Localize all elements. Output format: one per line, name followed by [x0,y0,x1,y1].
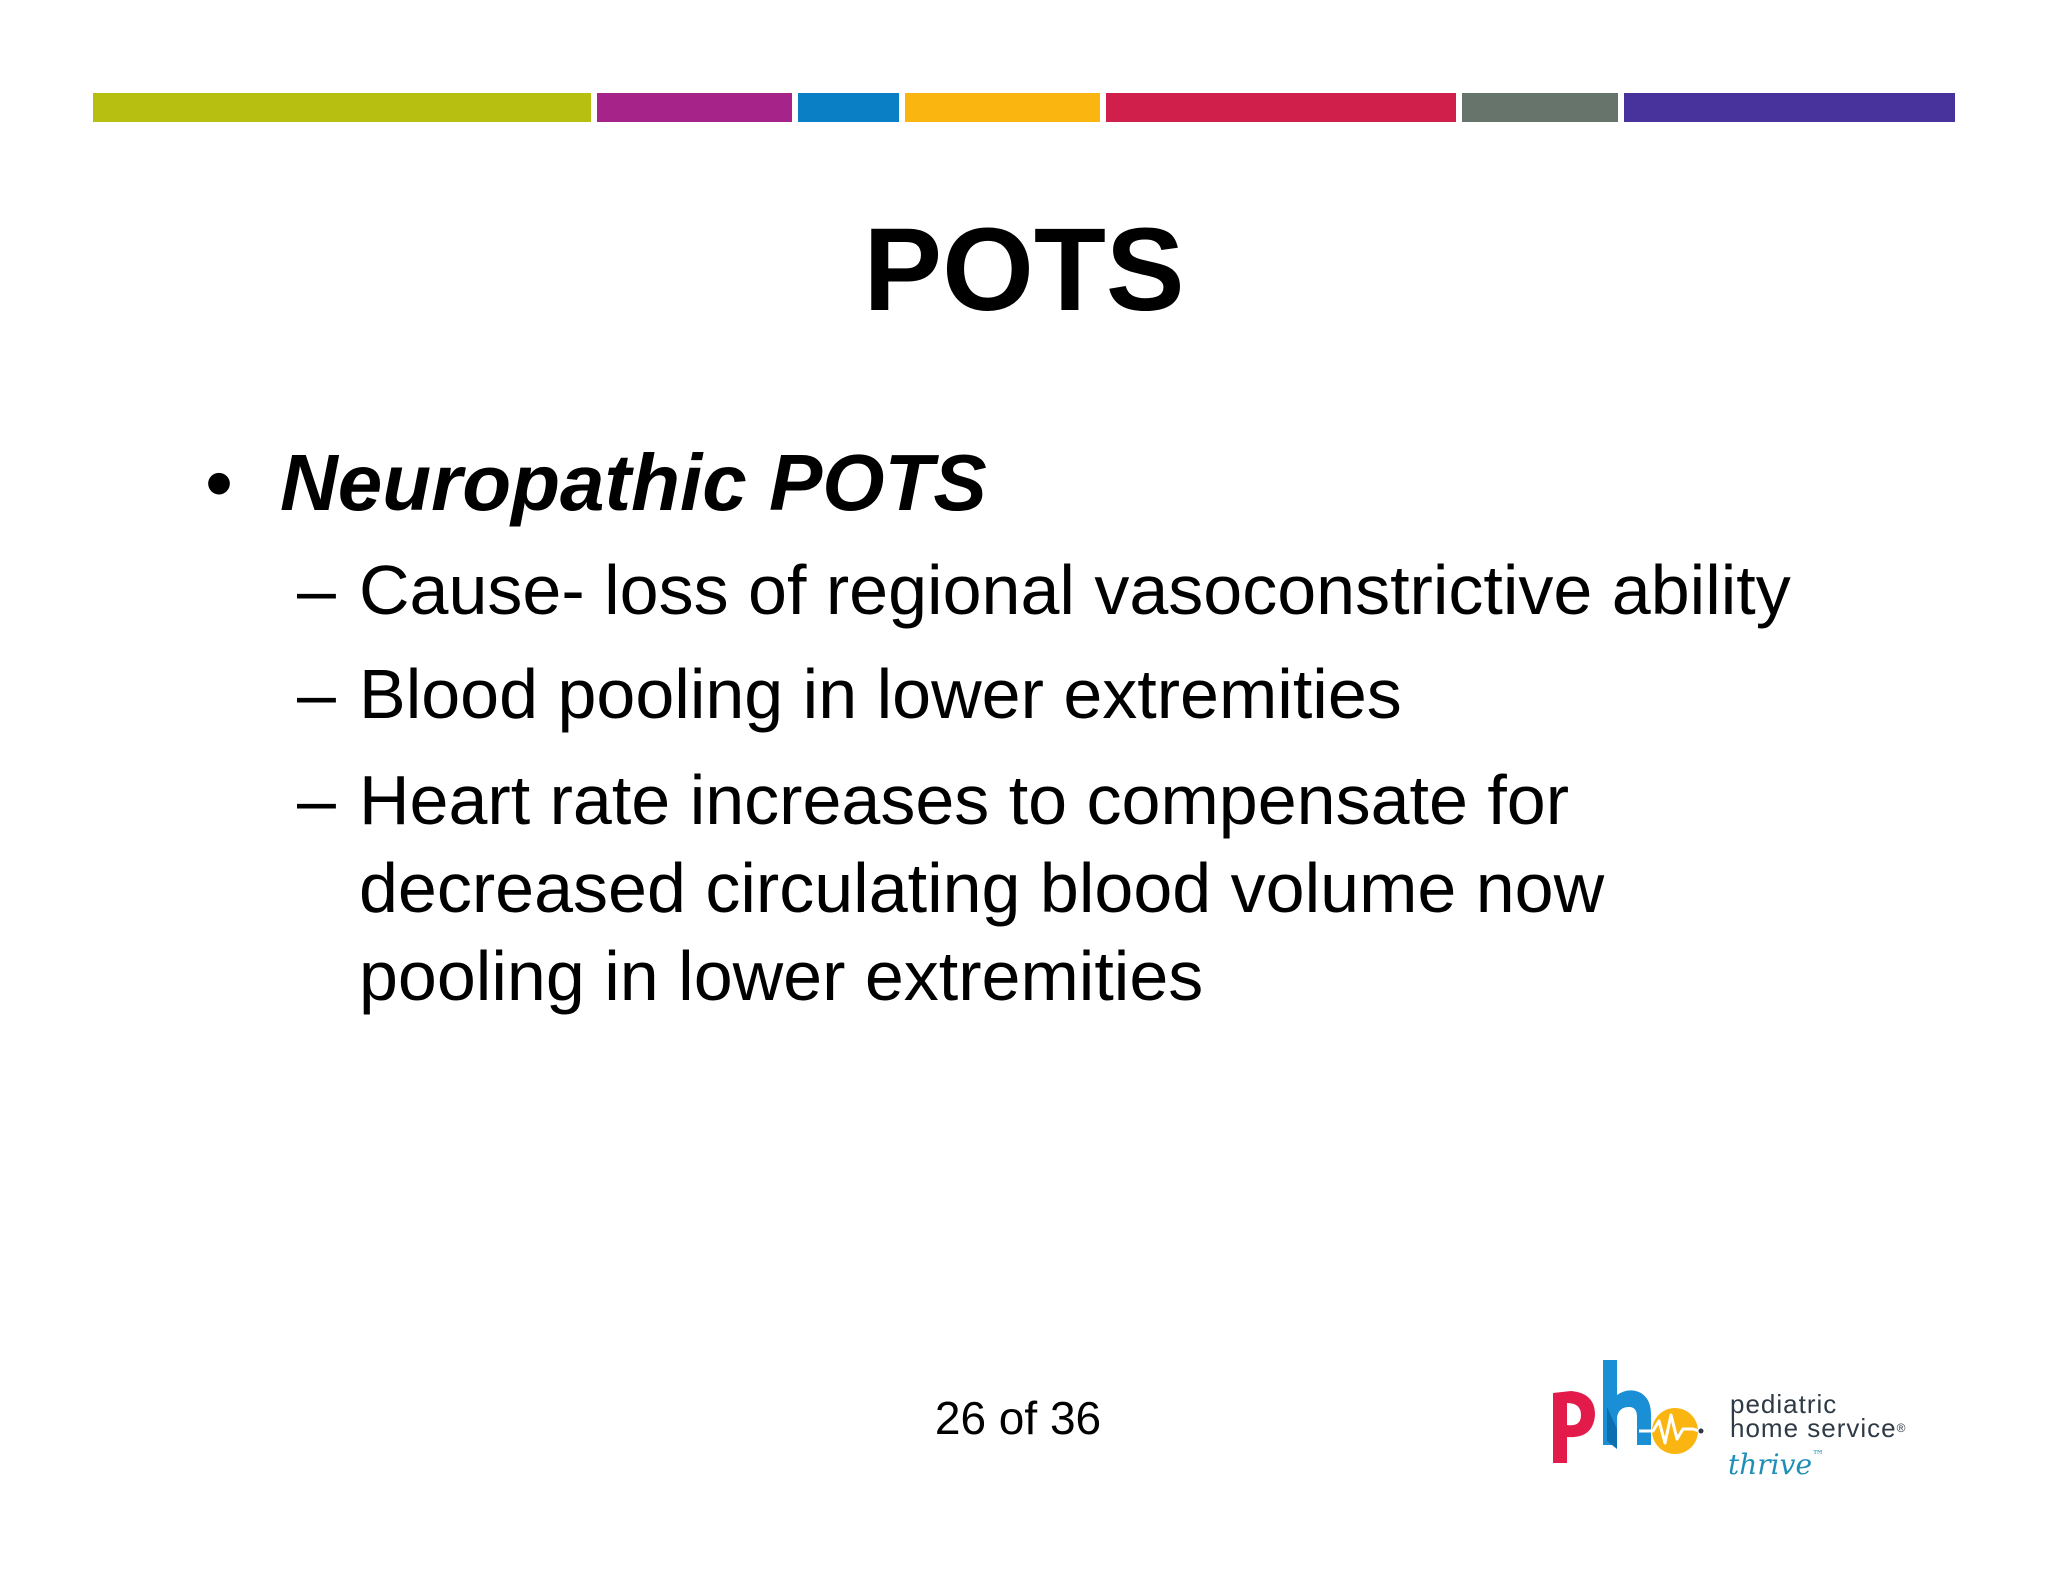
strip-segment-purple [1624,93,1955,122]
strip-segment-magenta [597,93,792,122]
logo-line-pediatric: pediatric [1730,1389,1838,1419]
strip-segment-yellow [905,93,1100,122]
logo-text [1730,1389,1907,1443]
strip-segment-lime [93,93,591,122]
sub-item-line: pooling in lower extremities [359,937,1204,1015]
logo-line-home-service [1730,1413,1907,1443]
logo-tagline [1728,1448,1824,1481]
sub-item-dash: – [297,761,336,839]
sub-item-dash: – [297,551,336,629]
sub-item-line: Cause- loss of regional vasoconstrictive ability [359,551,1791,629]
sub-item-line: Blood pooling in lower extremities [359,655,1402,733]
page-number: 26 of 36 [934,1392,1102,1444]
trademark-mark: ™ [1812,1448,1825,1462]
bullet-text: Neuropathic POTS [280,438,987,527]
sub-item-text [359,650,1402,738]
strip-segment-gray [1462,93,1618,122]
slide-title: POTS [863,204,1185,336]
registered-mark: ® [1896,1421,1907,1435]
strip-segment-red [1106,93,1456,122]
sub-item-text [359,546,1791,634]
sub-item-line: Heart rate increases to compensate for [359,761,1570,839]
sub-item-dash: – [297,655,336,733]
sub-item-text [359,756,1604,1020]
strip-segment-blue [798,93,899,122]
logo-tagline-text: thrive [1728,1448,1813,1481]
logo-home-service-text: home service [1730,1413,1897,1443]
sub-item-line: decreased circulating blood volume now [359,849,1605,927]
bullet-marker: • [205,438,234,527]
